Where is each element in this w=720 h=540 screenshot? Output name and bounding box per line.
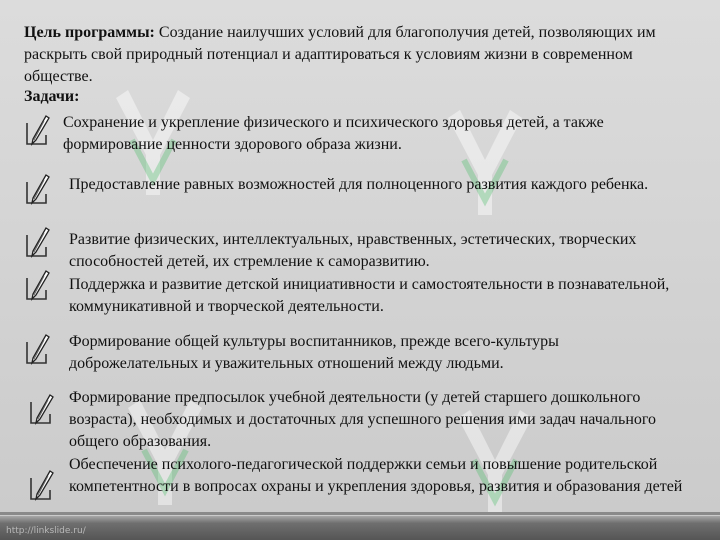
task-item: Поддержка и развитие детской инициативности и самостоятельности в познавательной, коммуникативной и творческой деятельности. <box>69 276 670 315</box>
pen-in-box-icon <box>24 113 52 147</box>
pen-in-box-icon <box>24 172 52 206</box>
program-goal-label: Цель программы: <box>24 24 155 41</box>
program-goal <box>24 22 694 88</box>
footer-divider <box>0 512 720 515</box>
pen-in-box-icon <box>24 332 52 366</box>
task-item: Развитие физических, интеллектуальных, нравственных, эстетических, творческих способностей детей, их стремление к саморазвитию. <box>69 231 637 270</box>
task-item: Сохранение и укрепление физического и психического здоровья детей, а также формирование ценности здорового образа жизни. <box>63 114 604 153</box>
pen-in-box-icon <box>24 268 52 302</box>
pen-in-box-icon <box>28 392 56 426</box>
footer-url: http://linkslide.ru/ <box>6 526 86 536</box>
task-item: Обеспечение психолого-педагогической поддержки семьи и повышение родительской компетентности в вопросах охраны и укрепления здоровья, развития и образования детей <box>69 456 683 495</box>
pen-in-box-icon <box>24 225 52 259</box>
pen-in-box-icon <box>28 468 56 502</box>
task-item: Формирование общей культуры воспитанников, прежде всего-культуры доброжелательных и уважительных отношений между людьми. <box>69 333 559 372</box>
task-item: Формирование предпосылок учебной деятельности (у детей старшего дошкольного возраста), необходимых и достаточных для успешного решения ими задач начального общего образования. <box>69 389 657 450</box>
footer-bar <box>0 516 720 540</box>
tasks-heading: Задачи: <box>24 88 80 105</box>
task-item: Предоставление равных возможностей для полноценного развития каждого ребенка. <box>69 176 649 193</box>
program-goal-text: Создание наилучших условий для благополучия детей, позволяющих им раскрыть свой природный потенциал и адаптироваться к условиям жизни в современном обществе. <box>24 24 656 85</box>
